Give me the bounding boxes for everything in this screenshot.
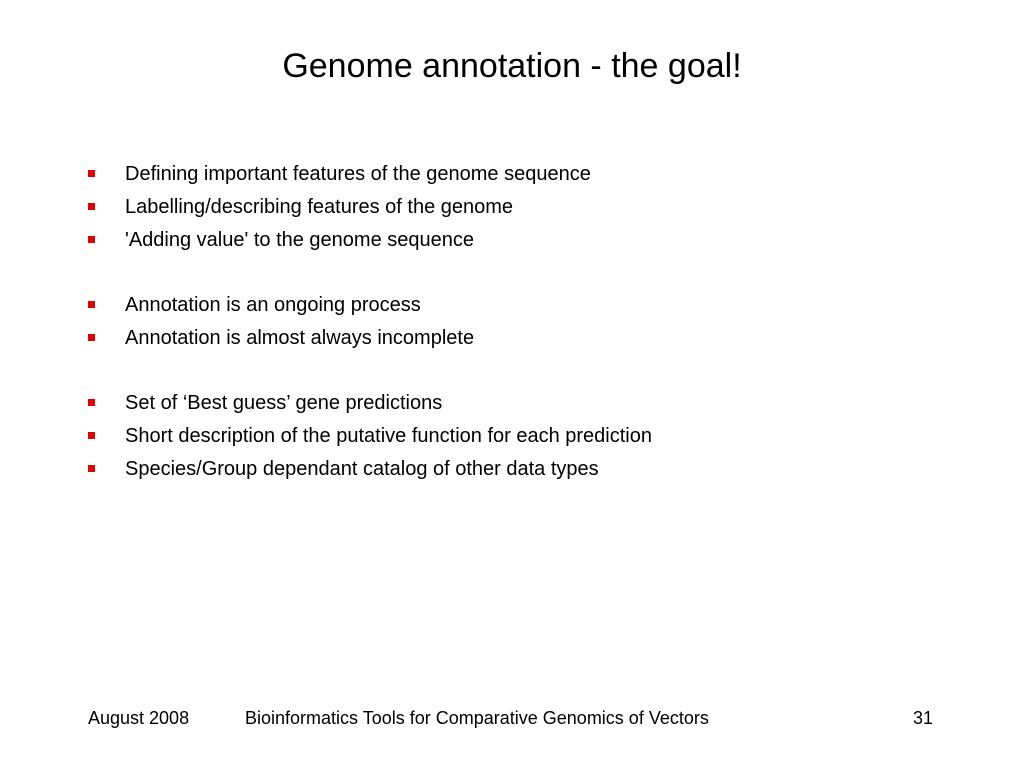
square-bullet-icon bbox=[88, 301, 95, 308]
bullet-item bbox=[88, 387, 968, 420]
square-bullet-icon bbox=[88, 465, 95, 472]
footer-title: Bioinformatics Tools for Comparative Genomics of Vectors bbox=[245, 708, 709, 728]
bullet-item bbox=[88, 224, 968, 257]
bullet-text: Annotation is almost always incomplete bbox=[125, 327, 475, 349]
bullet-text: Species/Group dependant catalog of other data types bbox=[125, 458, 599, 480]
bullet-text: 'Adding value' to the genome sequence bbox=[125, 229, 475, 251]
bullet-text: Short description of the putative function for each prediction bbox=[125, 425, 652, 447]
bullet-text: Labelling/describing features of the genome bbox=[125, 196, 514, 218]
bullet-item bbox=[88, 420, 968, 453]
square-bullet-icon bbox=[88, 203, 95, 210]
square-bullet-icon bbox=[88, 399, 95, 406]
bullet-group bbox=[88, 158, 968, 257]
bullet-item bbox=[88, 322, 968, 355]
bullet-item bbox=[88, 289, 968, 322]
bullet-item bbox=[88, 191, 968, 224]
square-bullet-icon bbox=[88, 334, 95, 341]
slide-title: Genome annotation - the goal! bbox=[282, 47, 742, 85]
bullet-group bbox=[88, 387, 968, 486]
bullet-item bbox=[88, 158, 968, 191]
bullet-list bbox=[88, 158, 968, 486]
square-bullet-icon bbox=[88, 236, 95, 243]
bullet-text: Annotation is an ongoing process bbox=[125, 294, 421, 316]
footer-page-number: 31 bbox=[913, 708, 934, 728]
square-bullet-icon bbox=[88, 432, 95, 439]
square-bullet-icon bbox=[88, 170, 95, 177]
bullet-group bbox=[88, 289, 968, 355]
bullet-text: Defining important features of the genome sequence bbox=[125, 163, 591, 185]
bullet-item bbox=[88, 453, 968, 486]
footer-date: August 2008 bbox=[88, 708, 190, 728]
bullet-text: Set of ‘Best guess’ gene predictions bbox=[125, 392, 443, 414]
